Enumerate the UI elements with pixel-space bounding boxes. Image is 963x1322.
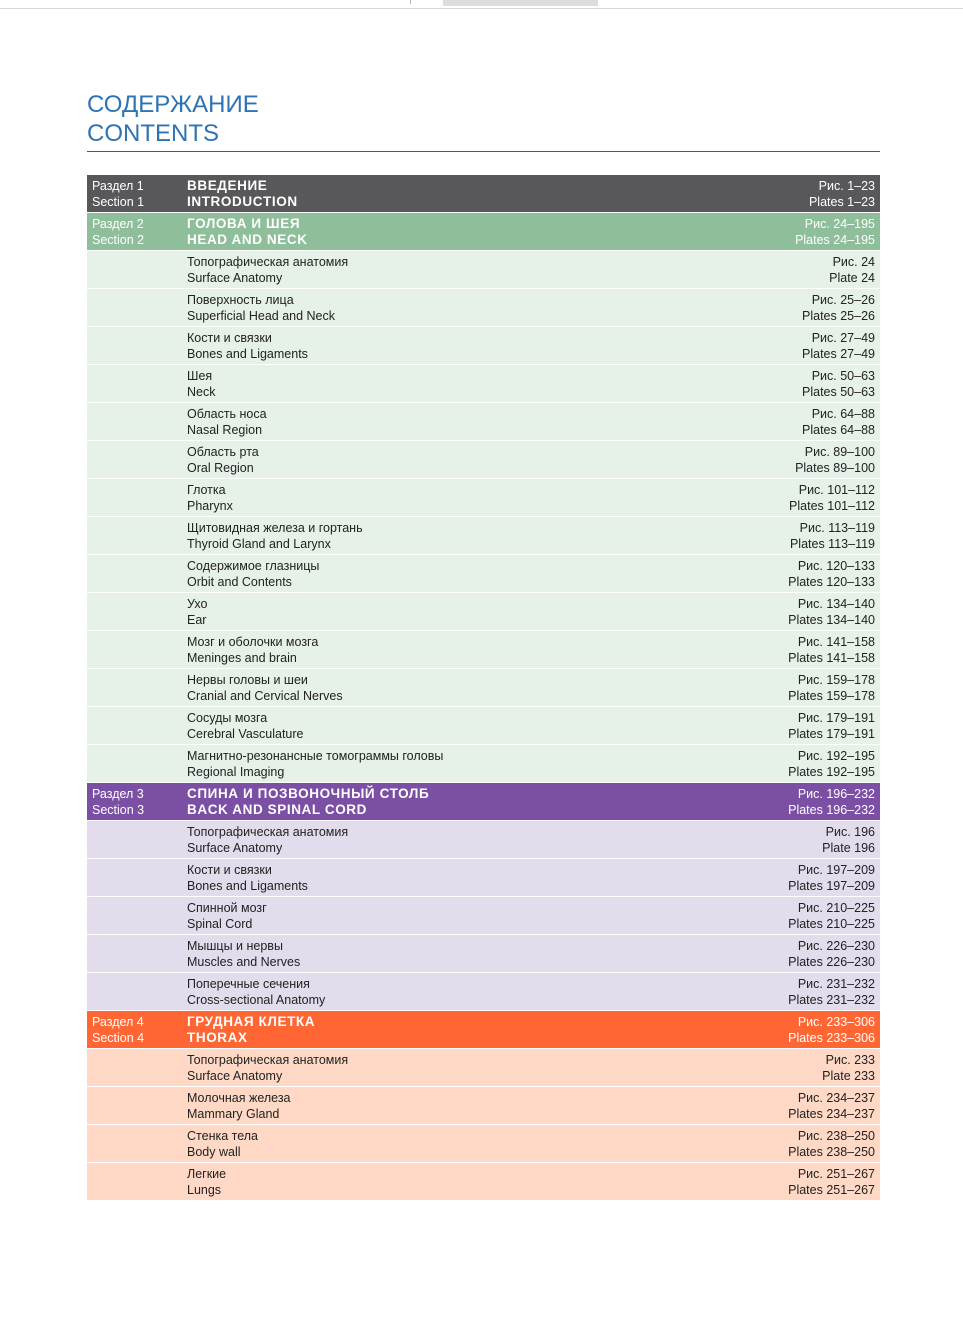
entry-title-ru: Сосуды мозга <box>187 711 268 725</box>
scroll-tick <box>410 0 411 4</box>
entry-title-en: Bones and Ligaments <box>187 347 308 361</box>
entry-range-en: Plates 226–230 <box>788 955 875 969</box>
entry-range-en: Plates 120–133 <box>788 575 875 589</box>
toc-entry[interactable] <box>87 289 880 327</box>
entry-title-ru: Мозг и оболочки мозга <box>187 635 319 649</box>
section-4-header[interactable] <box>87 1011 880 1049</box>
toc-entry[interactable] <box>87 745 880 783</box>
heading-en: CONTENTS <box>87 120 219 147</box>
entry-title-ru: Глотка <box>187 483 226 497</box>
entry-range-en: Plates 238–250 <box>788 1145 875 1159</box>
entry-range-ru: Рис. 192–195 <box>797 749 875 763</box>
entry-title-en: Cross-sectional Anatomy <box>187 993 326 1007</box>
section-label-ru: Раздел 1 <box>92 179 144 193</box>
entry-range-ru: Рис. 101–112 <box>798 483 875 497</box>
toc-entry[interactable] <box>87 1087 880 1125</box>
entry-range-en: Plates 159–178 <box>788 689 875 703</box>
section-title-en: HEAD AND NECK <box>187 232 308 247</box>
section-label-ru: Раздел 2 <box>92 217 144 231</box>
entry-title-ru: Легкие <box>187 1167 227 1181</box>
entry-range-ru: Рис. 27–49 <box>811 331 875 345</box>
entry-range-ru: Рис. 233 <box>825 1053 875 1067</box>
section-title-en: BACK AND SPINAL CORD <box>187 802 368 817</box>
entry-range-en: Plates 25–26 <box>802 309 875 323</box>
entry-range-ru: Рис. 113–119 <box>799 521 875 535</box>
table-of-contents <box>87 175 880 1201</box>
toc-entry[interactable] <box>87 1049 880 1087</box>
entry-title-ru: Мышцы и нервы <box>187 939 283 953</box>
entry-title-ru: Содержимое глазницы <box>187 559 320 573</box>
toc-entry[interactable] <box>87 593 880 631</box>
entry-range-ru: Рис. 179–191 <box>797 711 875 725</box>
entry-range-en: Plates 234–237 <box>788 1107 875 1121</box>
section-range-ru: Рис. 233–306 <box>797 1015 875 1029</box>
entry-title-en: Lungs <box>187 1183 222 1197</box>
entry-range-en: Plates 50–63 <box>802 385 875 399</box>
entry-title-ru: Шея <box>187 369 213 383</box>
entry-title-en: Cerebral Vasculature <box>187 727 304 741</box>
section-title-ru: ВВЕДЕНИЕ <box>187 178 268 193</box>
window-top-bar <box>0 0 963 9</box>
entry-range-en: Plates 101–112 <box>789 499 875 513</box>
entry-range-en: Plates 192–195 <box>788 765 875 779</box>
section-range-ru: Рис. 24–195 <box>804 217 875 231</box>
entry-range-ru: Рис. 25–26 <box>811 293 875 307</box>
toc-entry[interactable] <box>87 403 880 441</box>
entry-range-en: Plate 233 <box>822 1069 875 1083</box>
toc-entry[interactable] <box>87 517 880 555</box>
section-label-en: Section 1 <box>92 195 145 209</box>
entry-title-en: Orbit and Contents <box>187 575 292 589</box>
entry-title-ru: Топографическая анатомия <box>187 255 349 269</box>
entry-range-ru: Рис. 89–100 <box>804 445 875 459</box>
entry-range-ru: Рис. 231–232 <box>797 977 875 991</box>
entry-title-ru: Щитовидная железа и гортань <box>187 521 363 535</box>
page-heading <box>87 90 880 152</box>
entry-title-en: Neck <box>187 385 216 399</box>
entry-range-en: Plates 89–100 <box>795 461 875 475</box>
heading-ru: СОДЕРЖАНИЕ <box>87 91 259 118</box>
section-1-header[interactable] <box>87 175 880 213</box>
entry-range-ru: Рис. 50–63 <box>811 369 875 383</box>
section-range-ru: Рис. 1–23 <box>818 179 875 193</box>
entry-title-en: Pharynx <box>187 499 233 513</box>
entry-title-ru: Топографическая анатомия <box>187 825 349 839</box>
entry-range-ru: Рис. 134–140 <box>797 597 875 611</box>
toc-entry[interactable] <box>87 327 880 365</box>
toc-entry[interactable] <box>87 935 880 973</box>
toc-entry[interactable] <box>87 1163 880 1201</box>
entry-title-en: Cranial and Cervical Nerves <box>187 689 343 703</box>
entry-title-en: Body wall <box>187 1145 241 1159</box>
entry-range-ru: Рис. 141–158 <box>797 635 875 649</box>
entry-range-ru: Рис. 197–209 <box>797 863 875 877</box>
horizontal-scroll-thumb[interactable] <box>443 0 598 6</box>
entry-range-ru: Рис. 251–267 <box>797 1167 875 1181</box>
entry-range-en: Plate 196 <box>822 841 875 855</box>
entry-title-en: Oral Region <box>187 461 254 475</box>
entry-range-en: Plate 24 <box>829 271 875 285</box>
toc-entry[interactable] <box>87 555 880 593</box>
entry-title-ru: Стенка тела <box>187 1129 259 1143</box>
entry-title-en: Ear <box>187 613 207 627</box>
entry-range-ru: Рис. 64–88 <box>811 407 875 421</box>
entry-title-en: Meninges and brain <box>187 651 297 665</box>
entry-title-en: Surface Anatomy <box>187 271 283 285</box>
toc-entry[interactable] <box>87 479 880 517</box>
entry-title-en: Regional Imaging <box>187 765 285 779</box>
section-label-ru: Раздел 4 <box>92 1015 144 1029</box>
entry-title-en: Surface Anatomy <box>187 841 283 855</box>
entry-range-ru: Рис. 24 <box>832 255 875 269</box>
entry-title-en: Muscles and Nerves <box>187 955 301 969</box>
toc-entry[interactable] <box>87 1125 880 1163</box>
section-label-ru: Раздел 3 <box>92 787 144 801</box>
entry-range-en: Plates 134–140 <box>788 613 875 627</box>
entry-range-en: Plates 197–209 <box>788 879 875 893</box>
section-title-ru: ГРУДНАЯ КЛЕТКА <box>187 1014 316 1029</box>
entry-title-en: Nasal Region <box>187 423 263 437</box>
section-2-header[interactable] <box>87 213 880 251</box>
entry-title-ru: Нервы головы и шеи <box>187 673 308 687</box>
entry-range-ru: Рис. 210–225 <box>797 901 875 915</box>
entry-range-en: Plates 179–191 <box>788 727 875 741</box>
toc-entry[interactable] <box>87 669 880 707</box>
entry-range-en: Plates 141–158 <box>788 651 875 665</box>
entry-title-ru: Поперечные сечения <box>187 977 310 991</box>
entry-title-ru: Кости и связки <box>187 331 272 345</box>
toc-entry[interactable] <box>87 365 880 403</box>
section-label-en: Section 3 <box>92 803 145 817</box>
entry-range-ru: Рис. 234–237 <box>797 1091 875 1105</box>
entry-title-en: Spinal Cord <box>187 917 253 931</box>
section-range-en: Plates 24–195 <box>795 233 875 247</box>
toc-entry[interactable] <box>87 973 880 1011</box>
entry-range-en: Plates 113–119 <box>789 537 875 551</box>
section-range-en: Plates 1–23 <box>808 195 875 209</box>
entry-title-ru: Спинной мозг <box>187 901 267 915</box>
entry-range-en: Plates 27–49 <box>802 347 875 361</box>
section-label-en: Section 2 <box>92 233 145 247</box>
entry-range-ru: Рис. 120–133 <box>797 559 875 573</box>
entry-range-en: Plates 231–232 <box>788 993 875 1007</box>
toc-entry[interactable] <box>87 821 880 859</box>
section-title-ru: ГОЛОВА И ШЕЯ <box>187 216 301 231</box>
entry-range-en: Plates 251–267 <box>788 1183 875 1197</box>
entry-range-ru: Рис. 196 <box>825 825 875 839</box>
toc-entry[interactable] <box>87 631 880 669</box>
entry-title-en: Superficial Head and Neck <box>187 309 335 323</box>
entry-range-ru: Рис. 238–250 <box>797 1129 875 1143</box>
entry-title-ru: Молочная железа <box>187 1091 291 1105</box>
toc-entry[interactable] <box>87 251 880 289</box>
section-label-en: Section 4 <box>92 1031 145 1045</box>
entry-title-en: Thyroid Gland and Larynx <box>187 537 331 551</box>
toc-entry[interactable] <box>87 707 880 745</box>
entry-range-en: Plates 210–225 <box>788 917 875 931</box>
entry-title-ru: Топографическая анатомия <box>187 1053 349 1067</box>
entry-range-ru: Рис. 159–178 <box>797 673 875 687</box>
section-title-en: THORAX <box>187 1030 248 1045</box>
section-3-header[interactable] <box>87 783 880 821</box>
entry-range-en: Plates 64–88 <box>802 423 875 437</box>
entry-title-en: Surface Anatomy <box>187 1069 283 1083</box>
entry-title-ru: Область рта <box>187 445 259 459</box>
section-range-ru: Рис. 196–232 <box>797 787 875 801</box>
toc-entry[interactable] <box>87 441 880 479</box>
entry-title-ru: Поверхность лица <box>187 293 294 307</box>
toc-entry[interactable] <box>87 897 880 935</box>
entry-title-en: Mammary Gland <box>187 1107 280 1121</box>
section-range-en: Plates 233–306 <box>788 1031 875 1045</box>
entry-title-ru: Ухо <box>187 597 208 611</box>
entry-title-en: Bones and Ligaments <box>187 879 308 893</box>
entry-range-ru: Рис. 226–230 <box>797 939 875 953</box>
section-title-en: INTRODUCTION <box>187 194 298 209</box>
entry-title-ru: Область носа <box>187 407 267 421</box>
entry-title-ru: Магнитно-резонансные томограммы головы <box>187 749 444 763</box>
section-title-ru: СПИНА И ПОЗВОНОЧНЫЙ СТОЛБ <box>187 786 430 801</box>
toc-entry[interactable] <box>87 859 880 897</box>
entry-title-ru: Кости и связки <box>187 863 272 877</box>
section-range-en: Plates 196–232 <box>788 803 875 817</box>
